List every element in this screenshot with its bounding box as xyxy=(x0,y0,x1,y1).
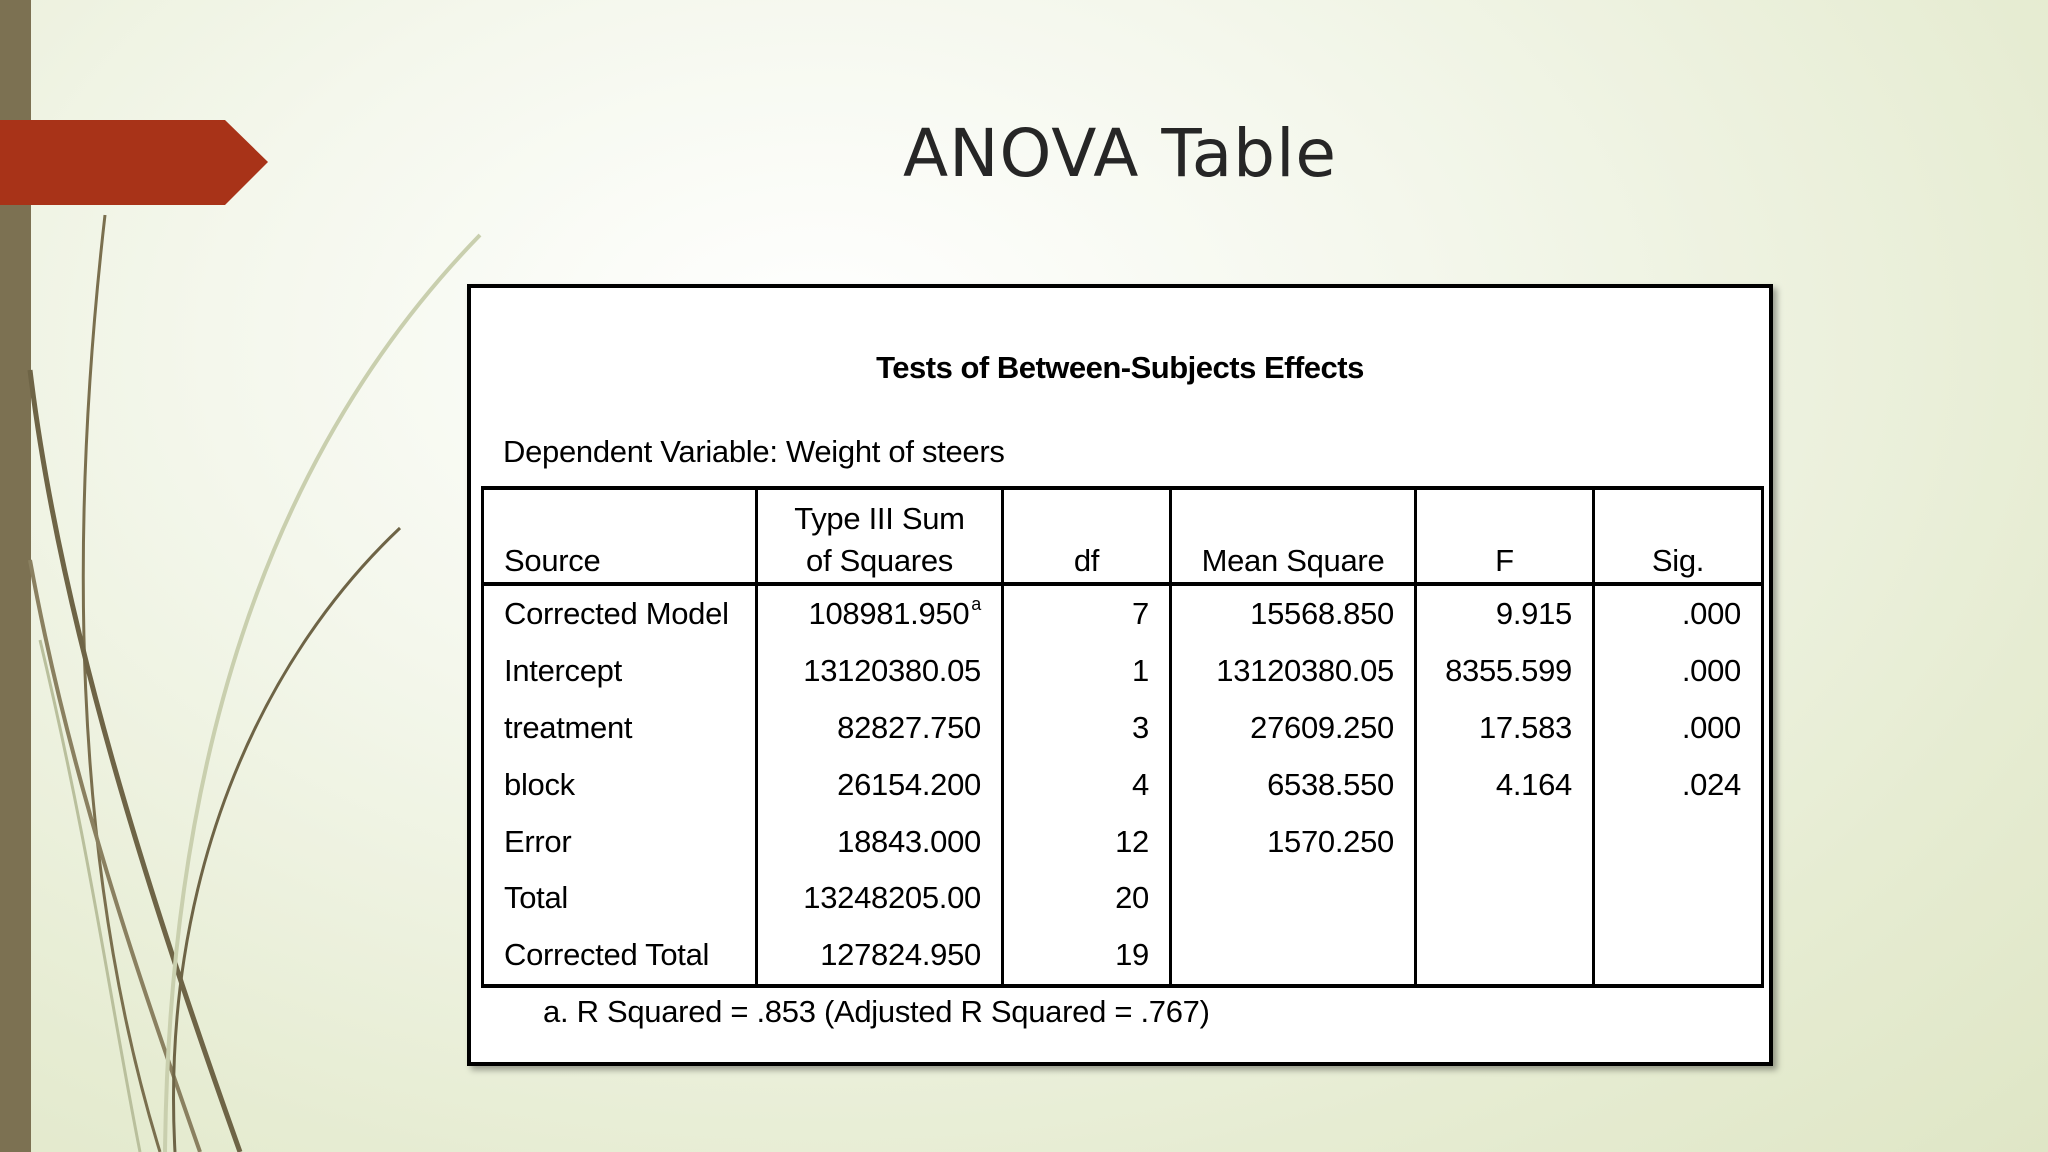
table-row xyxy=(483,813,1763,870)
cell-ms xyxy=(1171,927,1416,986)
cell-source: block xyxy=(483,756,757,813)
cell-source: Corrected Model xyxy=(483,584,757,643)
cell-df: 20 xyxy=(1003,870,1171,927)
cell-source: treatment xyxy=(483,700,757,757)
cell-ms: 27609.250 xyxy=(1171,700,1416,757)
cell-df: 19 xyxy=(1003,927,1171,986)
dependent-variable-label: Dependent Variable: Weight of steers xyxy=(503,434,1005,469)
cell-source: Total xyxy=(483,870,757,927)
title-arrow-tab xyxy=(0,120,268,205)
cell-ms: 15568.850 xyxy=(1171,584,1416,643)
cell-source: Corrected Total xyxy=(483,927,757,986)
header-f: F xyxy=(1416,488,1594,584)
cell-df: 1 xyxy=(1003,643,1171,700)
header-source: Source xyxy=(483,488,757,584)
cell-df: 12 xyxy=(1003,813,1171,870)
cell-df: 4 xyxy=(1003,756,1171,813)
cell-df: 7 xyxy=(1003,584,1171,643)
cell-ss: 127824.950 xyxy=(757,927,1003,986)
table-row xyxy=(483,756,1763,813)
cell-ss: 13248205.00 xyxy=(757,870,1003,927)
cell-source: Intercept xyxy=(483,643,757,700)
slide-title: ANOVA Table xyxy=(902,115,1338,192)
anova-table xyxy=(481,486,1764,988)
cell-df: 3 xyxy=(1003,700,1171,757)
cell-f: 4.164 xyxy=(1416,756,1594,813)
cell-ss xyxy=(757,584,1003,643)
header-df: df xyxy=(1003,488,1171,584)
cell-sig xyxy=(1594,927,1763,986)
cell-ss: 82827.750 xyxy=(757,700,1003,757)
header-sum-of-squares xyxy=(757,488,1003,584)
cell-sig: .000 xyxy=(1594,584,1763,643)
table-header-row xyxy=(483,488,1763,584)
cell-ms xyxy=(1171,870,1416,927)
cell-sig: .000 xyxy=(1594,643,1763,700)
cell-ss: 26154.200 xyxy=(757,756,1003,813)
header-ss-line1: Type III Sum xyxy=(794,501,965,536)
table-row xyxy=(483,584,1763,643)
header-ss-line2: of Squares xyxy=(806,543,953,578)
table-row xyxy=(483,643,1763,700)
cell-sig: .024 xyxy=(1594,756,1763,813)
cell-ms: 6538.550 xyxy=(1171,756,1416,813)
cell-ss-value: 108981.950 xyxy=(808,596,970,632)
cell-f: 9.915 xyxy=(1416,584,1594,643)
cell-f xyxy=(1416,870,1594,927)
cell-ms: 1570.250 xyxy=(1171,813,1416,870)
cell-sig xyxy=(1594,870,1763,927)
footnote-marker: a xyxy=(971,594,981,615)
table-footnote: a. R Squared = .853 (Adjusted R Squared = .767) xyxy=(543,994,1210,1029)
cell-sig xyxy=(1594,813,1763,870)
cell-ss: 18843.000 xyxy=(757,813,1003,870)
header-mean-square: Mean Square xyxy=(1171,488,1416,584)
header-sig: Sig. xyxy=(1594,488,1763,584)
table-title: Tests of Between-Subjects Effects xyxy=(876,350,1364,385)
cell-source: Error xyxy=(483,813,757,870)
cell-f: 8355.599 xyxy=(1416,643,1594,700)
cell-f: 17.583 xyxy=(1416,700,1594,757)
table-row xyxy=(483,700,1763,757)
table-row xyxy=(483,927,1763,986)
cell-f xyxy=(1416,813,1594,870)
cell-f xyxy=(1416,927,1594,986)
table-row xyxy=(483,870,1763,927)
cell-ms: 13120380.05 xyxy=(1171,643,1416,700)
cell-ss: 13120380.05 xyxy=(757,643,1003,700)
anova-output-panel xyxy=(467,284,1773,1066)
cell-sig: .000 xyxy=(1594,700,1763,757)
